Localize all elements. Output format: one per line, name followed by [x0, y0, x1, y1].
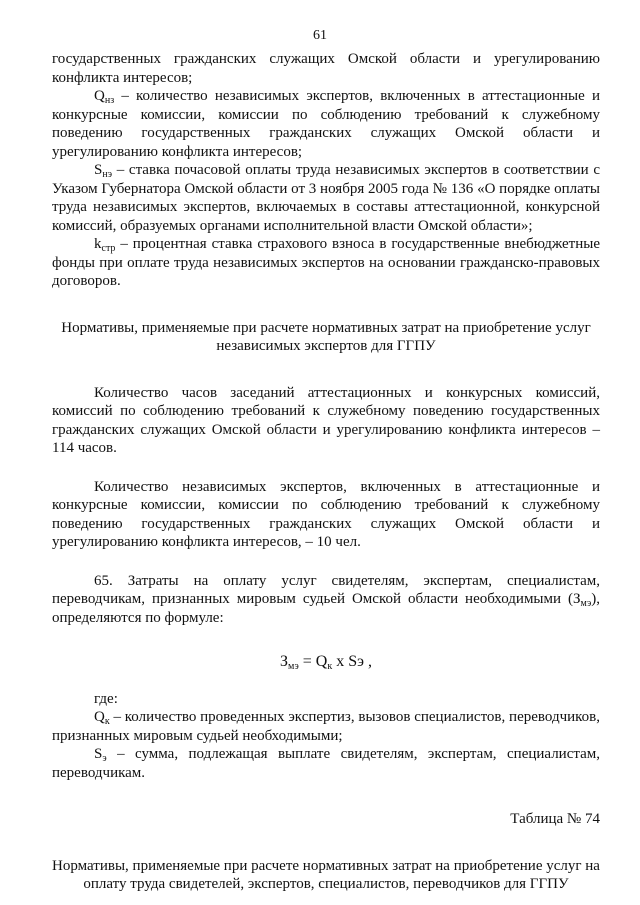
symbol: S: [94, 162, 103, 178]
symbol: Q: [94, 709, 105, 725]
formula-rest: x Sэ ,: [332, 653, 372, 670]
item-text: 65. Затраты на оплату услуг свидетелям, экспертам, специалистам, переводчикам, признанных мировым судьей Омской области необходимыми (З: [52, 572, 600, 607]
symbol-subscript: нэ: [102, 169, 112, 180]
symbol: S: [94, 746, 103, 762]
symbol: Q: [94, 88, 105, 104]
definition-text: – ставка почасовой оплаты труда независимых экспертов в соответствии с Указом Губернатора Омской области от 3 ноября 2005 года № 136 «О порядке оплаты труда независимых экспертов, включаемых в составы аттестационной, конкурсной комиссий, образуемых органами исполнительной власти Омской области»;: [52, 162, 600, 234]
symbol-subscript: нз: [104, 95, 115, 106]
page-body: [52, 50, 600, 894]
page-number: 61: [313, 28, 327, 43]
item-tail: ), определяются по формуле:: [52, 591, 600, 626]
definition-text: – процентная ставка страхового взноса в государственные внебюджетные фонды при оплате труда независимых экспертов на основании гражданско-правовых договоров.: [52, 236, 600, 289]
formula: [52, 653, 600, 672]
section-heading-experts: Нормативы, применяемые при расчете нормативных затрат на приобретение услуг независимых экспертов для ГГПУ: [61, 319, 591, 354]
formula-lhs-subscript: мэ: [288, 661, 299, 672]
norm-hours-paragraph: Количество часов заседаний аттестационных и конкурсных комиссий, комиссий по соблюдению требований к служебному поведению государственных гражданских служащих Омской области и урегулированию конфликта интересов – 114 часов.: [52, 384, 600, 456]
definition-q-k: [52, 708, 600, 745]
item-65-paragraph: [52, 572, 600, 628]
paragraph-continuation: государственных гражданских служащих Омской области и урегулированию конфликта интересов;: [52, 51, 600, 86]
definition-k-str: [52, 235, 600, 291]
definition-text: – количество независимых экспертов, включенных в аттестационные и конкурсные комиссии, комиссии по соблюдению требований к служебному поведению государственных гражданских служащих Омской области и урегулированию конфликта интересов;: [52, 88, 600, 160]
symbol-subscript: э: [102, 753, 107, 764]
formula-rhs-subscript: к: [327, 661, 333, 672]
where-label: где:: [94, 690, 118, 707]
symbol-subscript: стр: [101, 243, 116, 254]
definition-text: – количество проведенных экспертиз, вызовов специалистов, переводчиков, признанных мировым судьей необходимыми;: [52, 709, 600, 744]
definition-s-e: [52, 745, 600, 782]
table-label: Таблица № 74: [510, 811, 600, 827]
formula-lhs: З: [280, 653, 289, 670]
symbol: k: [94, 236, 102, 252]
item-subscript: мэ: [580, 598, 592, 609]
definition-s-nz: [52, 161, 600, 235]
definition-q-nz: [52, 87, 600, 161]
section-heading-witnesses: Нормативы, применяемые при расчете нормативных затрат на приобретение услуг на оплату труда свидетелей, экспертов, специалистов, переводчиков для ГГПУ: [52, 857, 600, 892]
norm-experts-paragraph: Количество независимых экспертов, включенных в аттестационные и конкурсные комиссии, комиссии по соблюдению требований к служебному поведению государственных гражданских служащих Омской области и урегулированию конфликта интересов, – 10 чел.: [52, 478, 600, 550]
symbol-subscript: к: [104, 716, 110, 727]
formula-rhs: = Q: [298, 653, 328, 670]
definition-text: – сумма, подлежащая выплате свидетелям, экспертам, специалистам, переводчикам.: [52, 746, 600, 781]
